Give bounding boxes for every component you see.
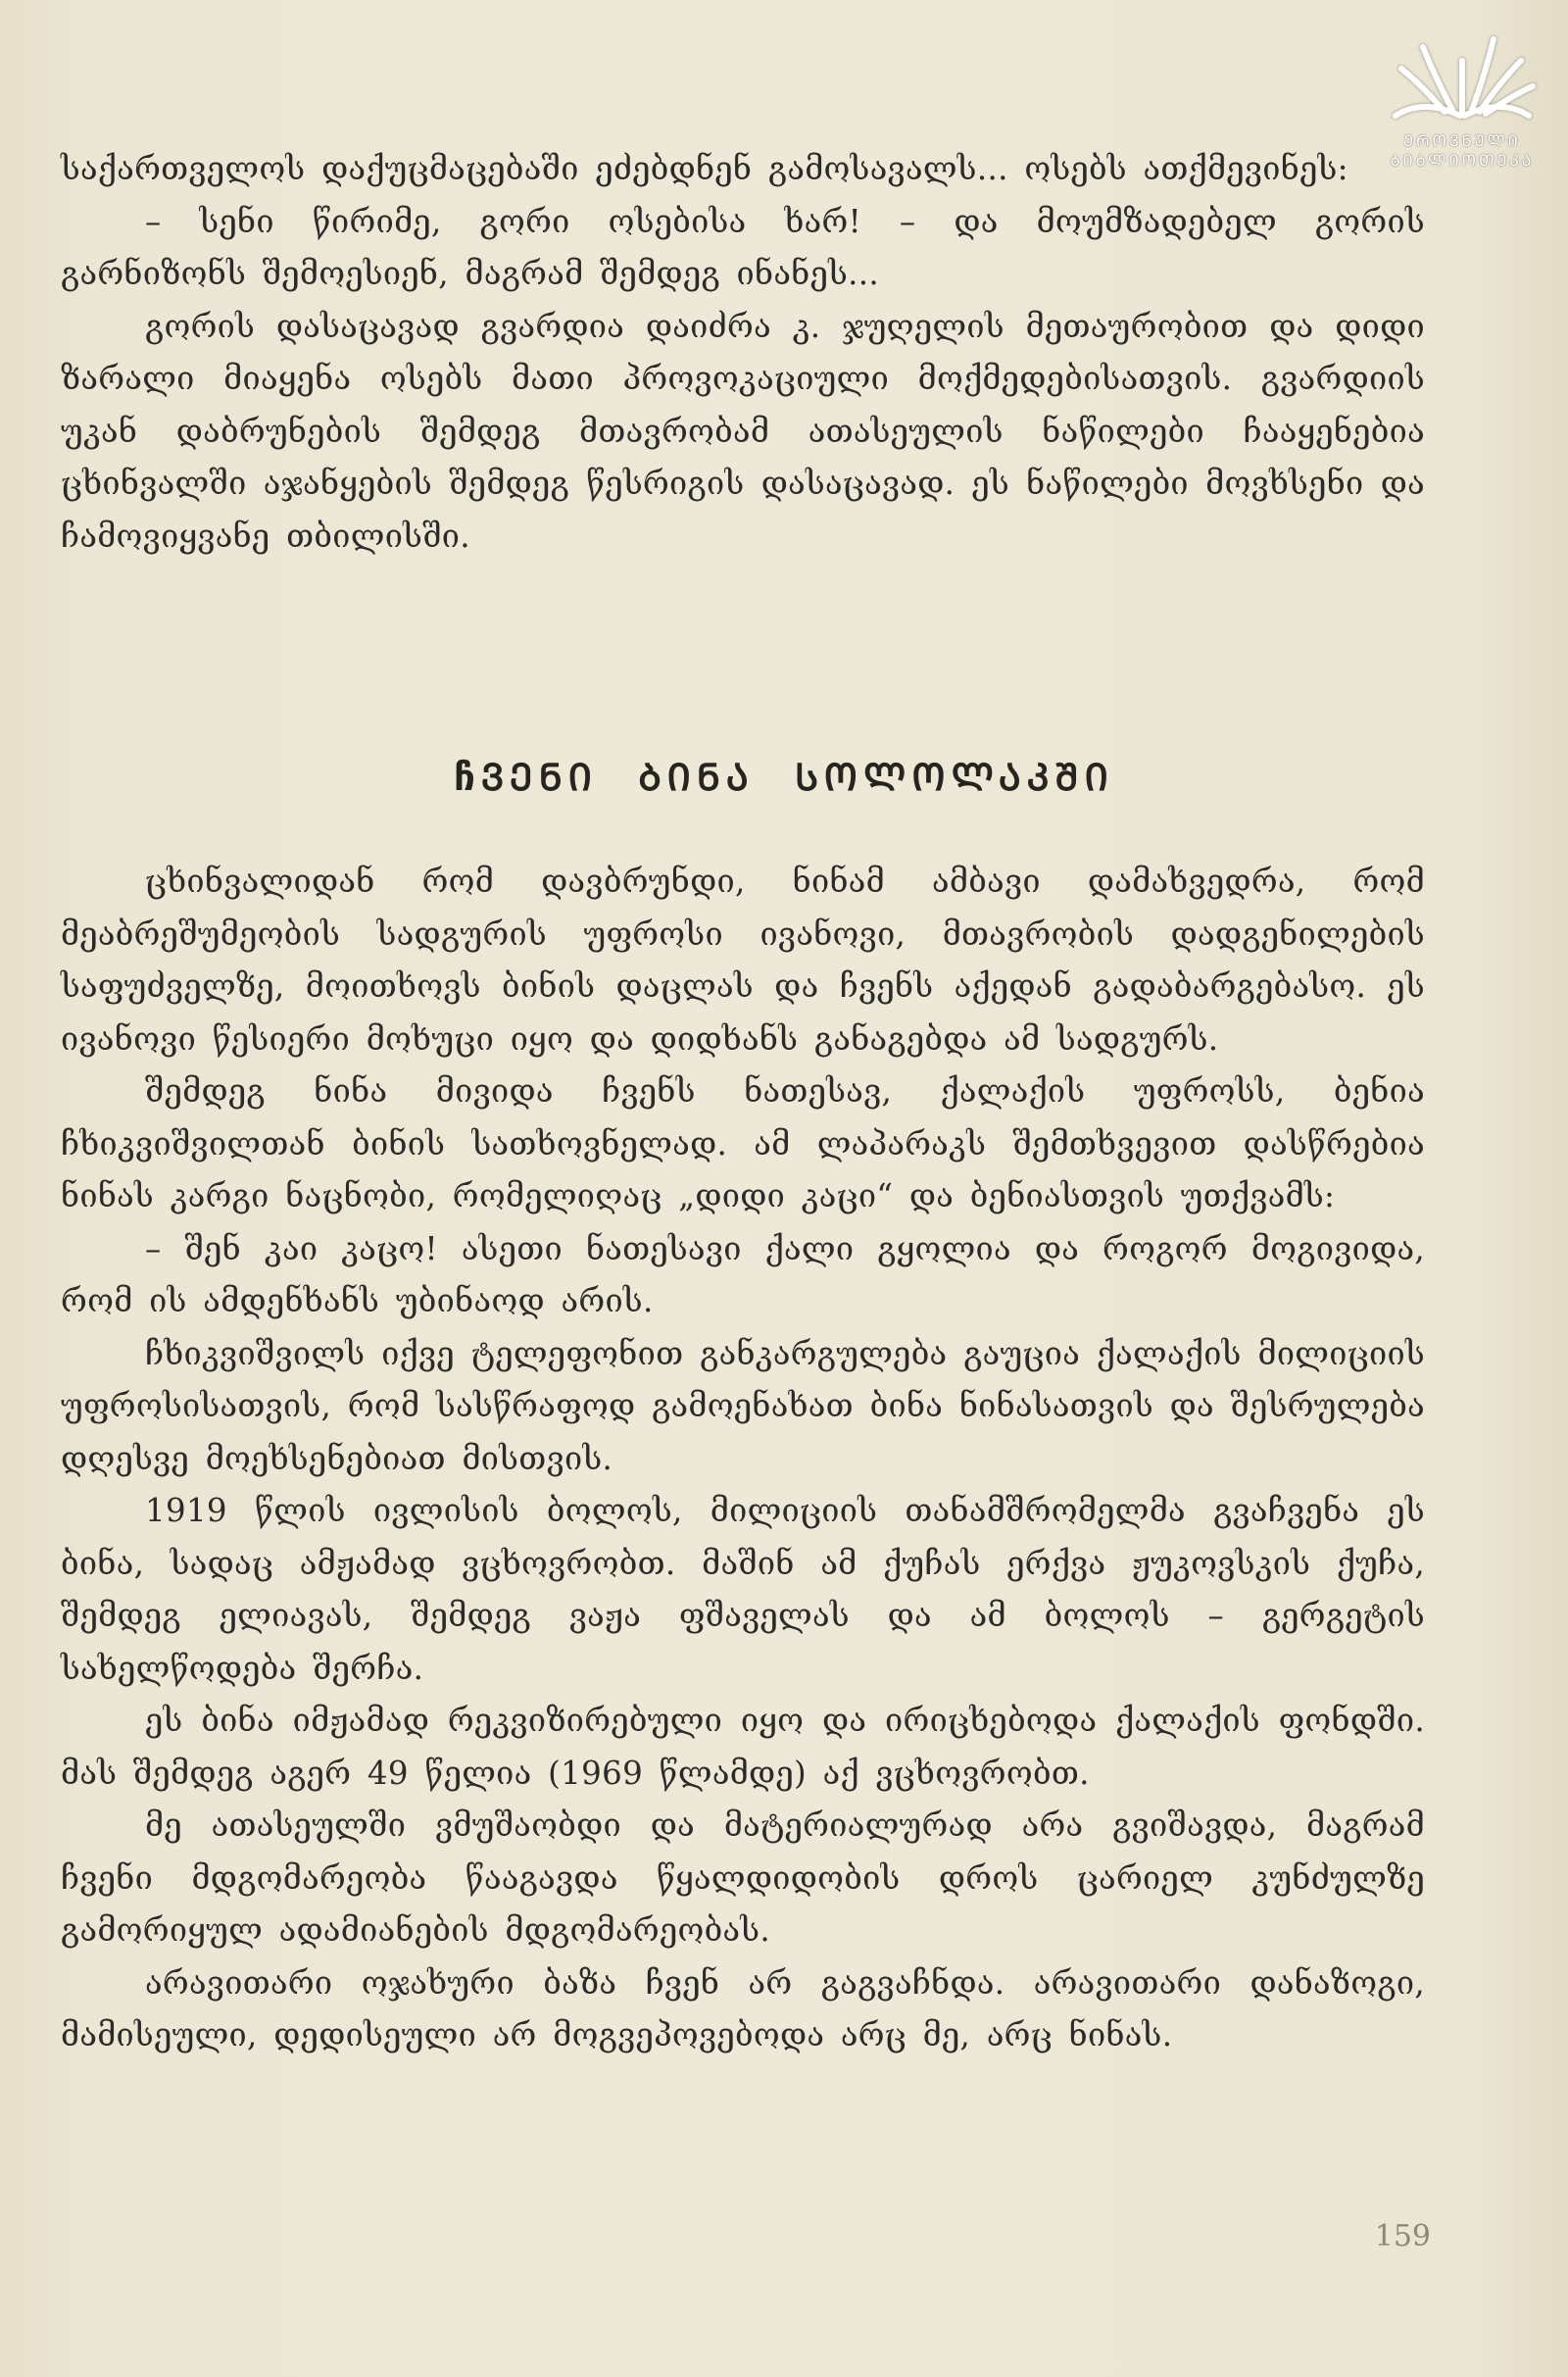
page-number: 159 [1374, 2219, 1431, 2253]
library-logo-text: ᲔᲠᲝᲕᲜᲣᲚᲘ ᲑᲘᲑᲚᲘᲝᲗᲔᲙᲐ [1390, 131, 1535, 170]
book-icon [1384, 22, 1541, 129]
top-text-block [61, 143, 1425, 563]
paragraph: – სენი წირიმე, გორი ოსებისა ხარ! – და მოუმზადებელ გორის გარნიზონს შემოესიენ, მაგრამ შემდეგ ინანეს... [61, 202, 1425, 292]
paragraph: ჩხიკვიშვილს იქვე ტელეფონით განკარგულება გაუცია ქალაქის მილიციის უფროსისათვის, რომ სასწრაფოდ გამოენახათ ბინა ნინასათვის და შესრულება დღესვე მოეხსენებიათ მისთვის. [61, 1334, 1425, 1477]
paragraph: ეს ბინა იმჟამად რეკვიზირებული იყო და ირიცხებოდა ქალაქის ფონდში. მას შემდეგ აგერ 49 წელია (1969 წლამდე) აქ ვცხოვრობთ. [61, 1702, 1425, 1792]
chapter-title: ჩᲕᲔᲜᲘ ᲑᲘᲜᲐ ᲡᲝᲚᲝᲚᲐᲙᲨᲘ [454, 756, 1114, 799]
paragraph: ცხინვალიდან რომ დავბრუნდი, ნინამ ამბავი დამახვედრა, რომ მეაბრეშუმეობის სადგურის უფროსი ივანოვი, მთავრობის დადგენილების საფუძველზე, მოითხოვს ბინის დაცლას და ჩვენს აქედან გადაბარგებასო. ეს ივანოვი წესიერი მოხუცი იყო და დიდხანს განაგებდა ამ სადგურს. [61, 863, 1425, 1058]
paragraph: გორის დასაცავად გვარდია დაიძრა კ. ჯუღელის მეთაურობით და დიდი ზარალი მიაყენა ოსებს მათი პროვოკაციული მოქმედებისათვის. გვარდიის უკან დაბრუნების შემდეგ მთავრობამ ათასეულის ნაწილები ჩააყენებია ცხინვალში აჯანყების შემდეგ წესრიგის დასაცავად. ეს ნაწილები მოვხსენი და ჩამოვიყვანე თბილისში. [61, 307, 1425, 555]
paragraph: 1919 წლის ივლისის ბოლოს, მილიციის თანამშრომელმა გვაჩვენა ეს ბინა, სადაც ამჟამად ვცხოვრობთ. მაშინ ამ ქუჩას ერქვა ჟუკოვსკის ქუჩა, შემდეგ ელიავას, შემდეგ ვაჟა ფშაველას და ამ ბოლოს – გერგეტის სახელწოდება შერჩა. [61, 1492, 1425, 1687]
paragraph: შემდეგ ნინა მივიდა ჩვენს ნათესავ, ქალაქის უფროსს, ბენია ჩხიკვიშვილთან ბინის სათხოვნელად. ამ ლაპარაკს შემთხვევით დასწრებია ნინას კარგი ნაცნობი, რომელიღაც „დიდი კაცი“ და ბენიასთვის უთქვამს: [61, 1072, 1425, 1214]
paragraph: მე ათასეულში ვმუშაობდი და მატერიალურად არა გვიშავდა, მაგრამ ჩვენი მდგომარეობა წააგავდა წყალდიდობის დროს ცარიელ კუნძულზე გამორიყულ ადამიანების მდგომარეობას. [61, 1807, 1425, 1949]
paragraph: საქართველოს დაქუცმაცებაში ეძებდნენ გამოსავალს... ოსებს ათქმევინეს: [61, 150, 1348, 187]
paragraph: არავითარი ოჯახური ბაზა ჩვენ არ გაგვაჩნდა. არავითარი დანაზოგი, მამისეული, დედისეული არ მოგვეპოვებოდა არც მე, არც ნინას. [61, 1963, 1425, 2054]
body-text-block [61, 856, 1425, 2062]
paragraph: – შენ კაი კაცო! ასეთი ნათესავი ქალი გყოლია და როგორ მოგივიდა, რომ ის ამდენხანს უბინაოდ არის. [61, 1229, 1425, 1319]
